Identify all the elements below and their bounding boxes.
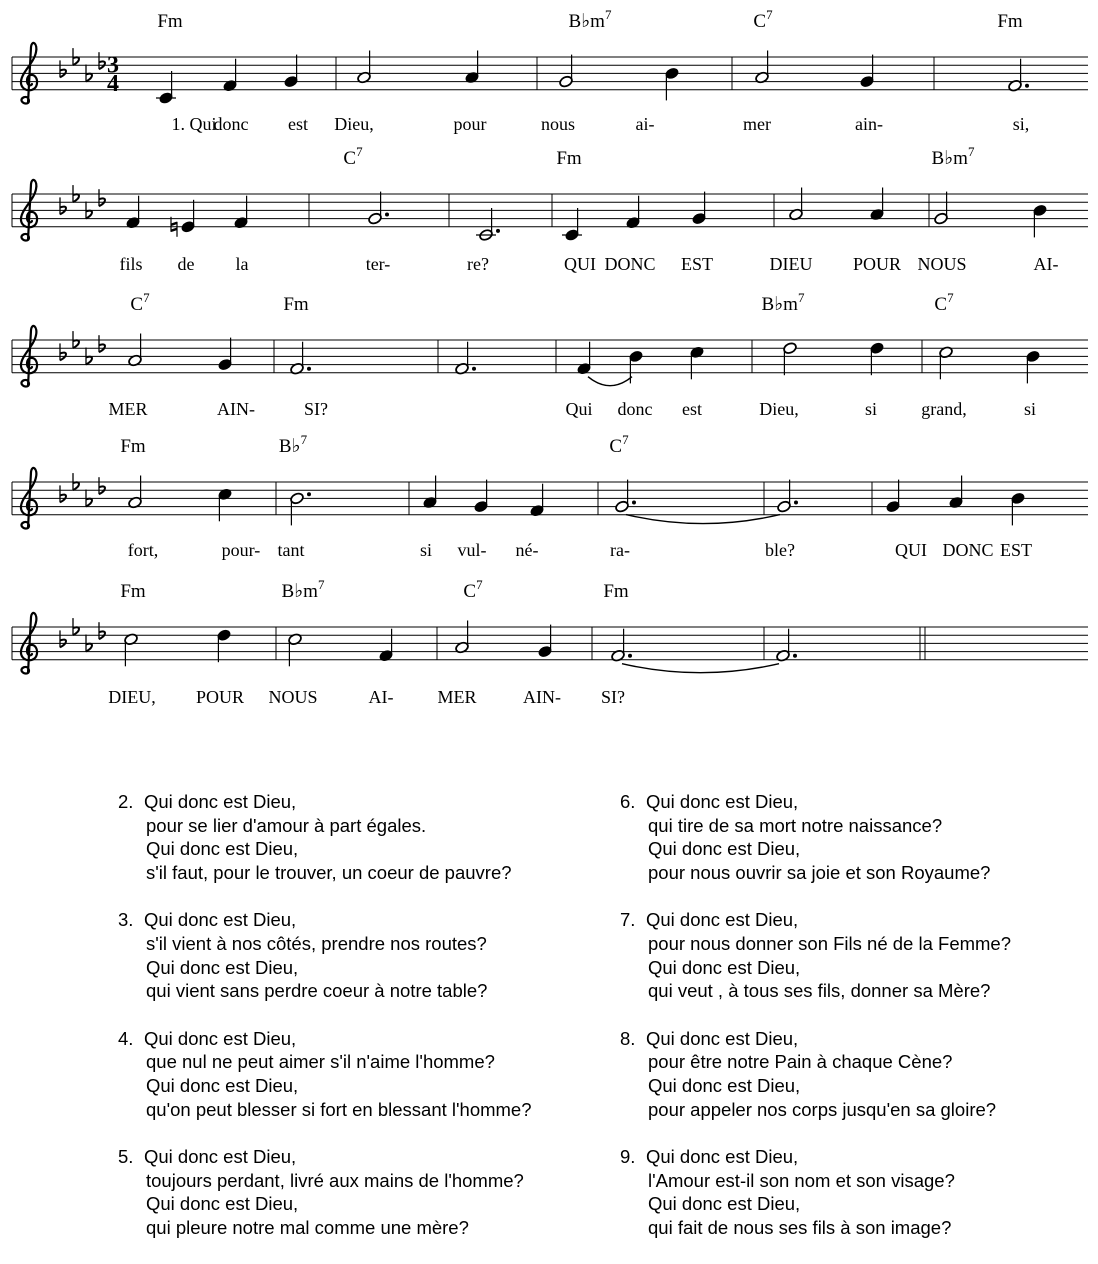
- note: [234, 196, 249, 230]
- lyric-syllable: grand,: [921, 399, 967, 419]
- chord-symbol: $C^7$: [609, 432, 629, 457]
- lyric-syllable: ra-: [610, 540, 630, 560]
- note: [615, 480, 636, 514]
- verse-line: Qui donc est Dieu,: [648, 956, 801, 978]
- note: [128, 476, 143, 510]
- lyric-syllable: NOUS: [268, 687, 318, 707]
- note: [755, 51, 770, 85]
- lyric-syllable: DONC: [604, 254, 656, 274]
- dot: [1025, 84, 1029, 88]
- note: [538, 625, 553, 659]
- lyric-syllable: ble?: [765, 540, 795, 560]
- lyric-syllable: AIN-: [217, 399, 255, 419]
- verse-block: [118, 1145, 532, 1239]
- lyric-syllable: si,: [1012, 114, 1030, 134]
- lyric-syllable: DIEU: [769, 254, 813, 274]
- lyric-syllable: POUR: [195, 687, 245, 707]
- dot: [628, 654, 632, 658]
- note: [870, 342, 885, 376]
- lyric-syllable: QUI: [895, 540, 927, 560]
- verse-number: 2.: [118, 791, 134, 812]
- tie: [626, 515, 780, 524]
- note: [690, 346, 705, 380]
- lyric-syllable: EST: [999, 540, 1033, 560]
- flat-icon: [60, 630, 66, 647]
- lyric-syllable: fils: [119, 254, 143, 274]
- note: [218, 488, 233, 522]
- note: [692, 192, 707, 226]
- verse-line: Qui donc est Dieu,: [146, 956, 299, 978]
- note: [476, 208, 500, 242]
- verse-line: Qui donc est Dieu,: [648, 1074, 801, 1096]
- note: [1033, 204, 1048, 238]
- lyric-syllable: si: [864, 399, 878, 419]
- note: [124, 633, 139, 667]
- note: [777, 480, 798, 514]
- verse-line: qui tire de sa mort notre naissance?: [648, 814, 943, 836]
- note: [465, 51, 480, 85]
- note: [949, 476, 964, 510]
- chord-symbol: $B♭m^7$: [761, 290, 805, 315]
- verse-number: 7.: [620, 909, 636, 931]
- note: [284, 55, 299, 89]
- lyric-syllable: pour: [453, 114, 487, 134]
- lyric-syllable: est: [288, 114, 308, 134]
- note: [218, 338, 233, 372]
- verse-line: Qui donc est Dieu,: [144, 1146, 297, 1168]
- note: [559, 55, 574, 89]
- lyric-syllable: MER: [108, 399, 148, 419]
- time-signature-top: 3: [107, 52, 119, 79]
- verse-line: pour appeler nos corps jusqu'en sa gloire?: [648, 1098, 997, 1120]
- flat-icon: [99, 622, 105, 639]
- verse-line: Qui donc est Dieu,: [648, 1193, 801, 1215]
- lyric-syllable: fort,: [127, 540, 159, 560]
- note: [423, 476, 438, 510]
- note: [223, 59, 238, 93]
- lyric-syllable: POUR: [852, 254, 902, 274]
- lyric-syllable: ai-: [635, 114, 655, 134]
- verse-line: Qui donc est Dieu,: [648, 838, 801, 860]
- flat-icon: [60, 60, 66, 77]
- verse-line: qu'on peut blesser si fort en blessant l'homme?: [146, 1098, 532, 1120]
- note: [368, 192, 389, 226]
- verse-line: Qui donc est Dieu,: [144, 909, 297, 931]
- verse-block: [118, 908, 532, 1002]
- chord-symbol: $C^7$: [463, 577, 483, 602]
- staff-system: [12, 194, 1088, 227]
- verses-right-column: [620, 790, 1011, 1264]
- verse-line: que nul ne peut aimer s'il n'aime l'homme?: [146, 1051, 495, 1073]
- verse-block: [118, 790, 532, 884]
- verse-line: Qui donc est Dieu,: [146, 838, 299, 860]
- verse-number: 8.: [620, 1027, 636, 1049]
- chord-symbol: Fm: [997, 11, 1023, 32]
- verse-line: qui vient sans perdre coeur à notre table?: [146, 980, 488, 1002]
- lyric-syllable: DONC: [942, 540, 994, 560]
- chord-symbol: Fm: [556, 148, 582, 169]
- chord-symbol: B♭$^7$: [278, 432, 308, 457]
- lyric-syllable: AI-: [1033, 254, 1059, 274]
- verse-block: [620, 790, 1011, 884]
- lyric-syllable: SI?: [304, 399, 328, 419]
- flat-icon: [60, 197, 66, 214]
- verse-line: pour nous donner son Fils né de la Femme?: [648, 932, 1012, 954]
- flat-icon: [60, 485, 66, 502]
- chord-symbol: Fm: [157, 11, 183, 32]
- verse-line: Qui donc est Dieu,: [646, 791, 799, 812]
- lyric-syllable: donc: [617, 399, 653, 419]
- verse-line: Qui donc est Dieu,: [646, 909, 799, 931]
- note: [562, 208, 582, 242]
- time-signature-bottom: 4: [107, 70, 119, 97]
- verse-block: [118, 1027, 532, 1121]
- verse-number: 9.: [620, 1146, 636, 1168]
- note: [611, 629, 632, 663]
- note: [181, 200, 196, 234]
- verse-number: 5.: [118, 1146, 134, 1168]
- chord-symbol: Fm: [120, 436, 146, 457]
- dot: [632, 501, 636, 505]
- verse-number: 6.: [620, 791, 636, 812]
- note: [1008, 59, 1029, 93]
- flat-icon: [99, 189, 105, 206]
- note: [288, 633, 303, 667]
- lyric-syllable: QUI: [564, 254, 596, 274]
- note: [665, 67, 680, 101]
- note: [1011, 492, 1026, 526]
- verse-line: Qui donc est Dieu,: [144, 791, 297, 812]
- chord-symbol: $C^7$: [934, 290, 954, 315]
- flat-icon: [99, 52, 105, 69]
- tie: [622, 664, 779, 673]
- lyric-syllable: AI-: [368, 687, 394, 707]
- verse-line: pour nous ouvrir sa joie et son Royaume?: [648, 861, 991, 883]
- chord-symbol: Fm: [120, 581, 146, 602]
- dot: [794, 501, 798, 505]
- note: [126, 196, 141, 230]
- lyric-syllable: re?: [467, 254, 489, 274]
- dot: [496, 229, 500, 233]
- note: [290, 492, 311, 526]
- lyric-syllable: ter-: [365, 254, 391, 274]
- note: [577, 342, 592, 376]
- verse-block: [620, 1027, 1011, 1121]
- chord-symbol: $C^7$: [753, 7, 773, 32]
- verse-line: l'Amour est-il son nom et son visage?: [648, 1169, 955, 1191]
- verse-line: Qui donc est Dieu,: [646, 1146, 799, 1168]
- lyric-syllable: 1. Qui: [171, 114, 217, 134]
- verse-line: qui pleure notre mal comme une mère?: [146, 1216, 469, 1238]
- lyric-syllable: AIN-: [523, 687, 561, 707]
- verse-line: toujours perdant, livré aux mains de l'homme?: [146, 1169, 524, 1191]
- note: [939, 346, 954, 380]
- verse-line: Qui donc est Dieu,: [144, 1027, 297, 1049]
- staff-system: [12, 482, 1088, 524]
- note: [789, 188, 804, 222]
- note: [860, 55, 875, 89]
- verse-line: s'il vient à nos côtés, prendre nos routes?: [146, 932, 487, 954]
- verse-line: s'il faut, pour le trouver, un coeur de pauvre?: [146, 861, 512, 883]
- verse-block: [620, 1145, 1011, 1239]
- lyric-syllable: EST: [680, 254, 714, 274]
- flat-icon: [99, 335, 105, 352]
- note: [455, 342, 476, 376]
- note: [379, 629, 394, 663]
- lyric-syllable: MER: [437, 687, 477, 707]
- dot: [307, 492, 311, 496]
- chord-symbol: $B♭m^7$: [568, 7, 612, 32]
- verse-line: Qui donc est Dieu,: [146, 1193, 299, 1215]
- lyric-syllable: né-: [515, 540, 539, 560]
- lyric-syllable: pour-: [221, 540, 261, 560]
- lyric-syllable: ain-: [855, 114, 883, 134]
- note: [357, 51, 372, 85]
- verse-line: pour se lier d'amour à part égales.: [146, 814, 427, 836]
- lyric-syllable: donc: [213, 114, 249, 134]
- chord-symbol: $C^7$: [130, 290, 150, 315]
- staff-system: [12, 57, 1088, 90]
- dot: [793, 654, 797, 658]
- chord-symbol: $C^7$: [343, 144, 363, 169]
- verses-section: [0, 790, 1098, 1260]
- lyric-syllable: mer: [743, 114, 771, 134]
- note: [455, 621, 470, 655]
- lyric-syllable: de: [177, 254, 195, 274]
- note: [128, 334, 143, 368]
- lyric-syllable: tant: [277, 540, 305, 560]
- lyric-syllable: si: [419, 540, 433, 560]
- note: [783, 342, 798, 376]
- lyric-syllable: si: [1023, 399, 1037, 419]
- verse-line: Qui donc est Dieu,: [646, 1027, 799, 1049]
- flat-icon: [99, 477, 105, 494]
- lyric-syllable: nous: [540, 114, 576, 134]
- lyric-syllable: la: [235, 254, 249, 274]
- staff-system: [12, 340, 1088, 386]
- dot: [472, 367, 476, 371]
- tie: [588, 377, 632, 386]
- dot: [307, 367, 311, 371]
- verse-line: pour être notre Pain à chaque Cène?: [648, 1051, 953, 1073]
- note: [1026, 350, 1041, 384]
- chord-symbol: $B♭m^7$: [931, 144, 975, 169]
- note: [290, 342, 311, 376]
- note: [886, 480, 901, 514]
- lyric-syllable: Dieu,: [759, 399, 799, 419]
- chord-symbol: Fm: [283, 294, 309, 315]
- note: [530, 484, 545, 518]
- note: [474, 480, 489, 514]
- dot: [385, 213, 389, 217]
- lyric-syllable: SI?: [601, 687, 625, 707]
- lyric-syllable: vul-: [457, 540, 487, 560]
- lyric-syllable: Dieu,: [334, 114, 374, 134]
- lyric-syllable: Qui: [565, 399, 593, 419]
- verses-left-column: [118, 790, 532, 1264]
- lyric-syllable: est: [682, 399, 702, 419]
- chord-symbol: Fm: [603, 581, 629, 602]
- verse-line: Qui donc est Dieu,: [146, 1074, 299, 1096]
- note: [156, 71, 176, 105]
- lyric-syllable: NOUS: [917, 254, 967, 274]
- note: [870, 188, 885, 222]
- note: [629, 350, 644, 384]
- verse-number: 4.: [118, 1027, 134, 1049]
- lyric-syllable: DIEU,: [108, 687, 156, 707]
- note: [217, 629, 232, 663]
- verse-line: qui fait de nous ses fils à son image?: [648, 1216, 952, 1238]
- chord-symbol: $B♭m^7$: [281, 577, 325, 602]
- note: [776, 629, 797, 663]
- flat-icon: [60, 343, 66, 360]
- verse-line: qui veut , à tous ses fils, donner sa Mère?: [648, 980, 991, 1002]
- note: [626, 196, 641, 230]
- verse-number: 3.: [118, 909, 134, 931]
- verse-block: [620, 908, 1011, 1002]
- note: [934, 192, 949, 226]
